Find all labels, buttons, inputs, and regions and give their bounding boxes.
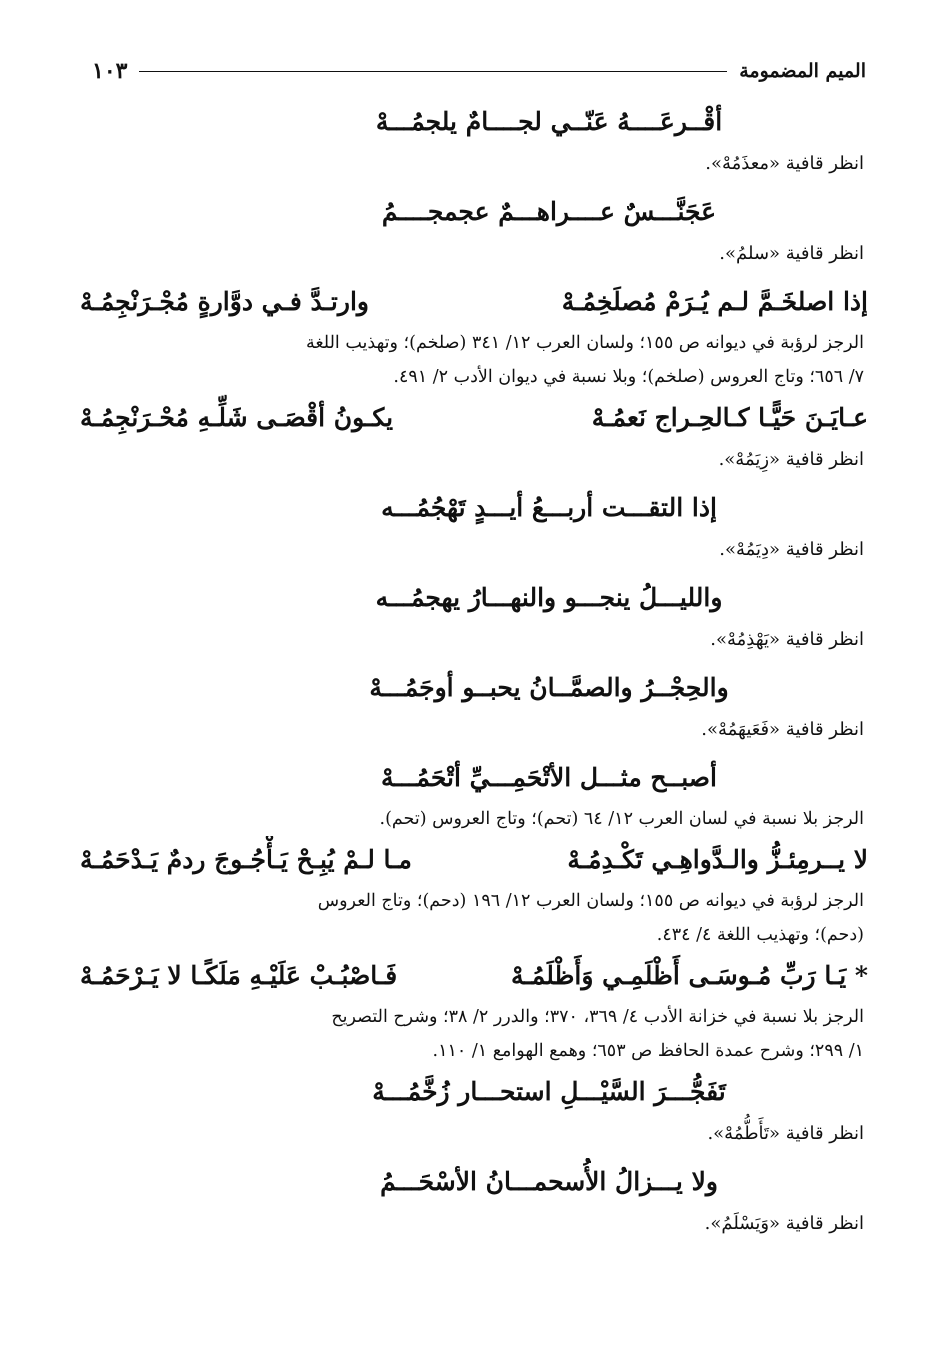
note-line: الرجز لرؤبة في ديوانه ص ١٥٥؛ ولسان العرب ١٢/ ١٩٦ (دحم)؛ وتاج العروس (317, 891, 864, 911)
page-body (80, 98, 868, 1242)
header-rule (139, 71, 727, 72)
source-note (80, 1000, 868, 1068)
note-line: (دحم)؛ وتهذيب اللغة ٤/ ٤٣٤. (656, 925, 864, 945)
verse: عَجَنَّـــسٌ عــــراهـــمٌ عجمجــــمُ (381, 197, 717, 226)
hemistich-second: وارتـدَّ فـي دوَّارةٍ مُجْـرَنْجِمُـهْ (80, 287, 369, 316)
hemistich-first: * يَـا رَبِّ مُـوسَـى أَظْلَمِـي وَأَظْلَمُـهْ (511, 961, 868, 990)
hemistich-second: فَـاصْبُـبْ عَلَيْـهِ مَلَكًـا لا يَـرْحَمُـهْ (80, 961, 398, 990)
hemistich-first: عـايَـنَ حَيًّـا كـالحِـراج نَعمُـهْ (591, 403, 868, 432)
note-line: ١/ ٢٩٩؛ وشرح عمدة الحافظ ص ٦٥٣؛ وهمع الهوامع ١/ ١١٠. (432, 1041, 864, 1061)
verse: ولا يـــزالُ الأُسحمـــانُ الأسْحَـــمُ (380, 1167, 718, 1196)
hemistich-first: إذا اصلخَـمَّ لـم يُـرَمْ مُصلَخِمُـهْ (561, 287, 868, 316)
note-line: الرجز بلا نسبة في لسان العرب ١٢/ ٦٤ (تحم)؛ وتاج العروس (تحم). (379, 809, 864, 829)
source-note (80, 802, 868, 836)
verse: أصبــح مثـــل الأتْحَمِـــيِّ أتْحَمُـــهْ (381, 763, 717, 792)
chapter-title: الميم المضمومة (739, 60, 866, 82)
hemistich-first: لا يــرمِئـزُّ والـدَّواهِـي تَكْـدِمُـهْ (567, 845, 868, 874)
verse: والليـــلُ ينجـــو والنهـــارُ يهجمُـــه (375, 583, 723, 612)
verse: أقْــرعَــــهُ عَنّــي لجــــامٌ يلجمُـــهْ (375, 107, 723, 136)
page-number: ١٠٣ (92, 58, 128, 84)
note-line: ٧/ ٦٥٦؛ وتاج العروس (صلخم)؛ وبلا نسبة في ديوان الأدب ٢/ ٤٩١. (393, 367, 864, 387)
couplet (80, 952, 868, 1000)
couplet (80, 394, 868, 442)
hemistich-second: مـا لـمْ يُبِـحْ يَـأْجُـوجَ ردمٌ يَـدْحَمُـهْ (80, 845, 412, 874)
source-note (80, 884, 868, 952)
note-line: الرجز لرؤبة في ديوانه ص ١٥٥؛ ولسان العرب ١٢/ ٣٤١ (صلخم)؛ وتهذيب اللغة (305, 333, 864, 353)
verse: والحِجْــرُ والصمَّــانُ يحبــو أوجَمُـــهْ (369, 673, 729, 702)
cross-reference: انظر قافية «زِيَمُهْ». (718, 449, 864, 470)
cross-reference: انظر قافية «دِيَمُهْ». (719, 539, 864, 560)
couplet (80, 278, 868, 326)
cross-reference: انظر قافية «وَيَسْلَمُ». (704, 1213, 864, 1234)
verse: إذا التقـــت أربـــعُ أيـــدٍ تَهْجُمُـــه (381, 493, 717, 522)
cross-reference: انظر قافية «فَعَيهَمُهْ». (701, 719, 864, 740)
page-header (92, 54, 866, 88)
note-line: الرجز بلا نسبة في خزانة الأدب ٤/ ٣٦٩، ٣٧٠؛ والدرر ٢/ ٣٨؛ وشرح التصريح (331, 1007, 864, 1027)
hemistich-second: يكـونُ أقْصَـى شَلِّـهِ مُحْـرَنْجِمُـهْ (80, 403, 394, 432)
source-note (80, 326, 868, 394)
couplet (80, 836, 868, 884)
cross-reference: انظر قافية «يَهْذِمُهْ». (710, 629, 864, 650)
cross-reference: انظر قافية «سلمُ». (719, 243, 864, 264)
cross-reference: انظر قافية «معذَمُهْ». (705, 153, 864, 174)
verse: تَفَجُّـــرَ السَّيْـــلِ استحـــار زُخَّمُـــهْ (372, 1077, 726, 1106)
cross-reference: انظر قافية «تَأَطُّمُهْ». (707, 1123, 864, 1144)
